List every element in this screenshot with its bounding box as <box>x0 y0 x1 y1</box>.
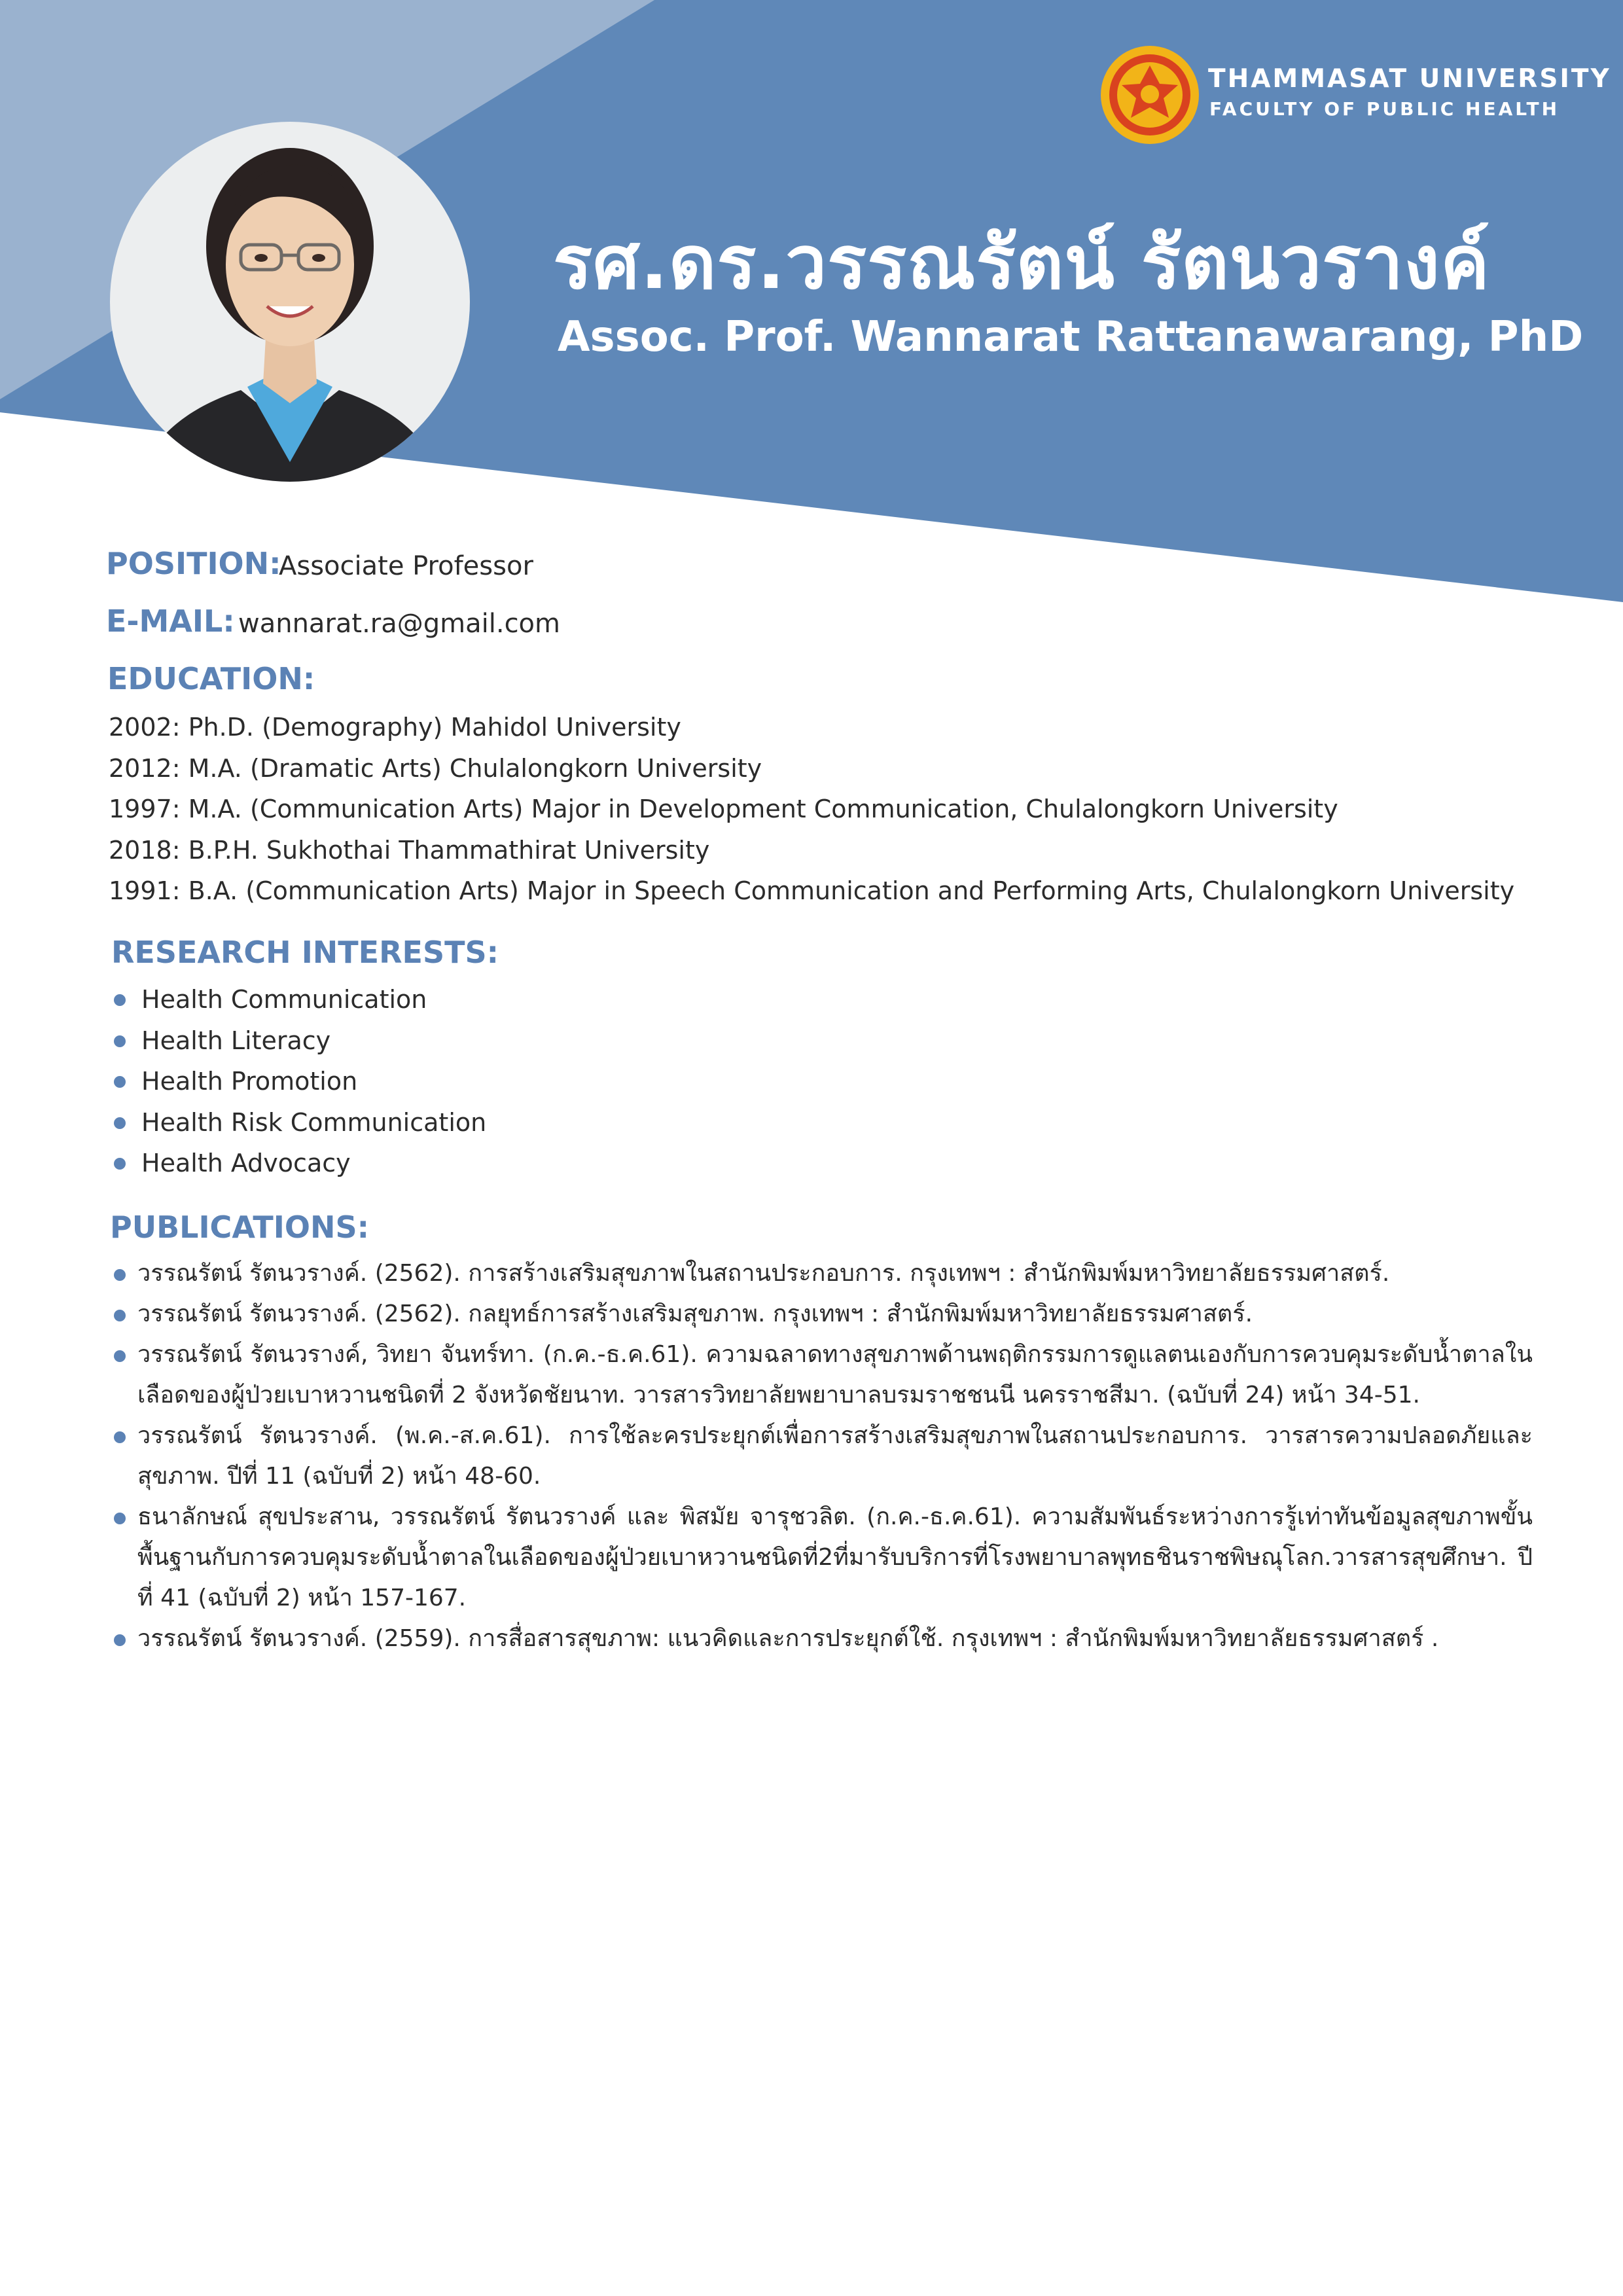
education-item: 2012: M.A. (Dramatic Arts) Chulalongkorn University <box>109 753 762 783</box>
publication-item: วรรณรัตน์ รัตนวรางค์. (2562). กลยุทธ์การสร้างเสริมสุขภาพ. กรุงเทพฯ : สำนักพิมพ์มหาวิทยาลัยธรรมศาสตร์. <box>113 1294 1533 1335</box>
publication-item: ธนาลักษณ์ สุขประสาน, วรรณรัตน์ รัตนวรางค์ และ พิสมัย จารุชวลิต. (ก.ค.-ธ.ค.61). ความสัมพันธ์ระหว่างการรู้เท่าทันข้อมูลสุขภาพขั้นพื้นฐานกับการควบคุมระดับน้ำตาลในเลือดของผู้ป่วยเบาหวานชนิดที่2ที่มารับบริการที่โรงพยาบาลพุทธชินราชพิษณุโลก.วารสารสุขศึกษา. ปีที่ 41 (ฉบับที่ 2) หน้า 157-167. <box>113 1497 1533 1619</box>
research-interest-item: Health Risk Communication <box>113 1102 486 1143</box>
education-item: 1997: M.A. (Communication Arts) Major in Development Communication, Chulalongkorn University <box>109 795 1338 823</box>
education-item: 1991: B.A. (Communication Arts) Major in Speech Communication and Performing Arts, Chulalongkorn University <box>109 876 1515 905</box>
thammasat-university-seal-icon <box>1099 45 1200 145</box>
research-interest-item: Health Literacy <box>113 1020 486 1062</box>
email-value[interactable]: wannarat.ra@gmail.com <box>238 609 560 639</box>
research-interests-heading: RESEARCH INTERESTS: <box>111 935 499 970</box>
education-heading: EDUCATION: <box>107 661 315 696</box>
university-name: THAMMASAT UNIVERSITY <box>1208 64 1611 94</box>
name-thai: รศ.ดร.วรรณรัตน์ รัตนวรางค์ <box>553 221 1490 306</box>
publication-item: วรรณรัตน์ รัตนวรางค์. (2559). การสื่อสารสุขภาพ: แนวคิดและการประยุกต์ใช้. กรุงเทพฯ : สำนักพิมพ์มหาวิทยาลัยธรรมศาสตร์ . <box>113 1619 1533 1659</box>
faculty-name: FACULTY OF PUBLIC HEALTH <box>1209 98 1560 120</box>
education-item: 2018: B.P.H. Sukhothai Thammathirat University <box>109 835 710 865</box>
publication-item: วรรณรัตน์ รัตนวรางค์. (2562). การสร้างเสริมสุขภาพในสถานประกอบการ. กรุงเทพฯ : สำนักพิมพ์มหาวิทยาลัยธรรมศาสตร์. <box>113 1253 1533 1294</box>
research-interest-item: Health Advocacy <box>113 1143 486 1184</box>
name-english: Assoc. Prof. Wannarat Rattanawarang, PhD <box>558 313 1584 361</box>
email-label: E-MAIL: <box>106 603 235 639</box>
publications-list <box>113 1253 1533 1659</box>
publication-item: วรรณรัตน์ รัตนวรางค์, วิทยา จันทร์ทา. (ก.ค.-ธ.ค.61). ความฉลาดทางสุขภาพด้านพฤติกรรมการดูแลตนเองกับการควบคุมระดับน้ำตาลในเลือดของผู้ป่วยเบาหวานชนิดที่ 2 จังหวัดชัยนาท. วารสารวิทยาลัยพยาบาลบรมราชชนนี นครราชสีมา. (ฉบับที่ 24) หน้า 34-51. <box>113 1335 1533 1416</box>
education-list <box>109 707 1514 912</box>
research-interests-list <box>113 979 486 1184</box>
education-item: 2002: Ph.D. (Demography) Mahidol University <box>109 713 681 742</box>
research-interest-item: Health Promotion <box>113 1061 486 1102</box>
position-value: Associate Professor <box>279 551 533 581</box>
publications-heading: PUBLICATIONS: <box>110 1210 369 1245</box>
research-interest-item: Health Communication <box>113 979 486 1020</box>
position-label: POSITION: <box>106 546 281 581</box>
publication-item: วรรณรัตน์ รัตนวรางค์. (พ.ค.-ส.ค.61). การใช้ละครประยุกต์เพื่อการสร้างเสริมสุขภาพในสถานประกอบการ. วารสารความปลอดภัยและสุขภาพ. ปีที่ 11 (ฉบับที่ 2) หน้า 48-60. <box>113 1416 1533 1497</box>
profile-photo <box>110 122 470 482</box>
